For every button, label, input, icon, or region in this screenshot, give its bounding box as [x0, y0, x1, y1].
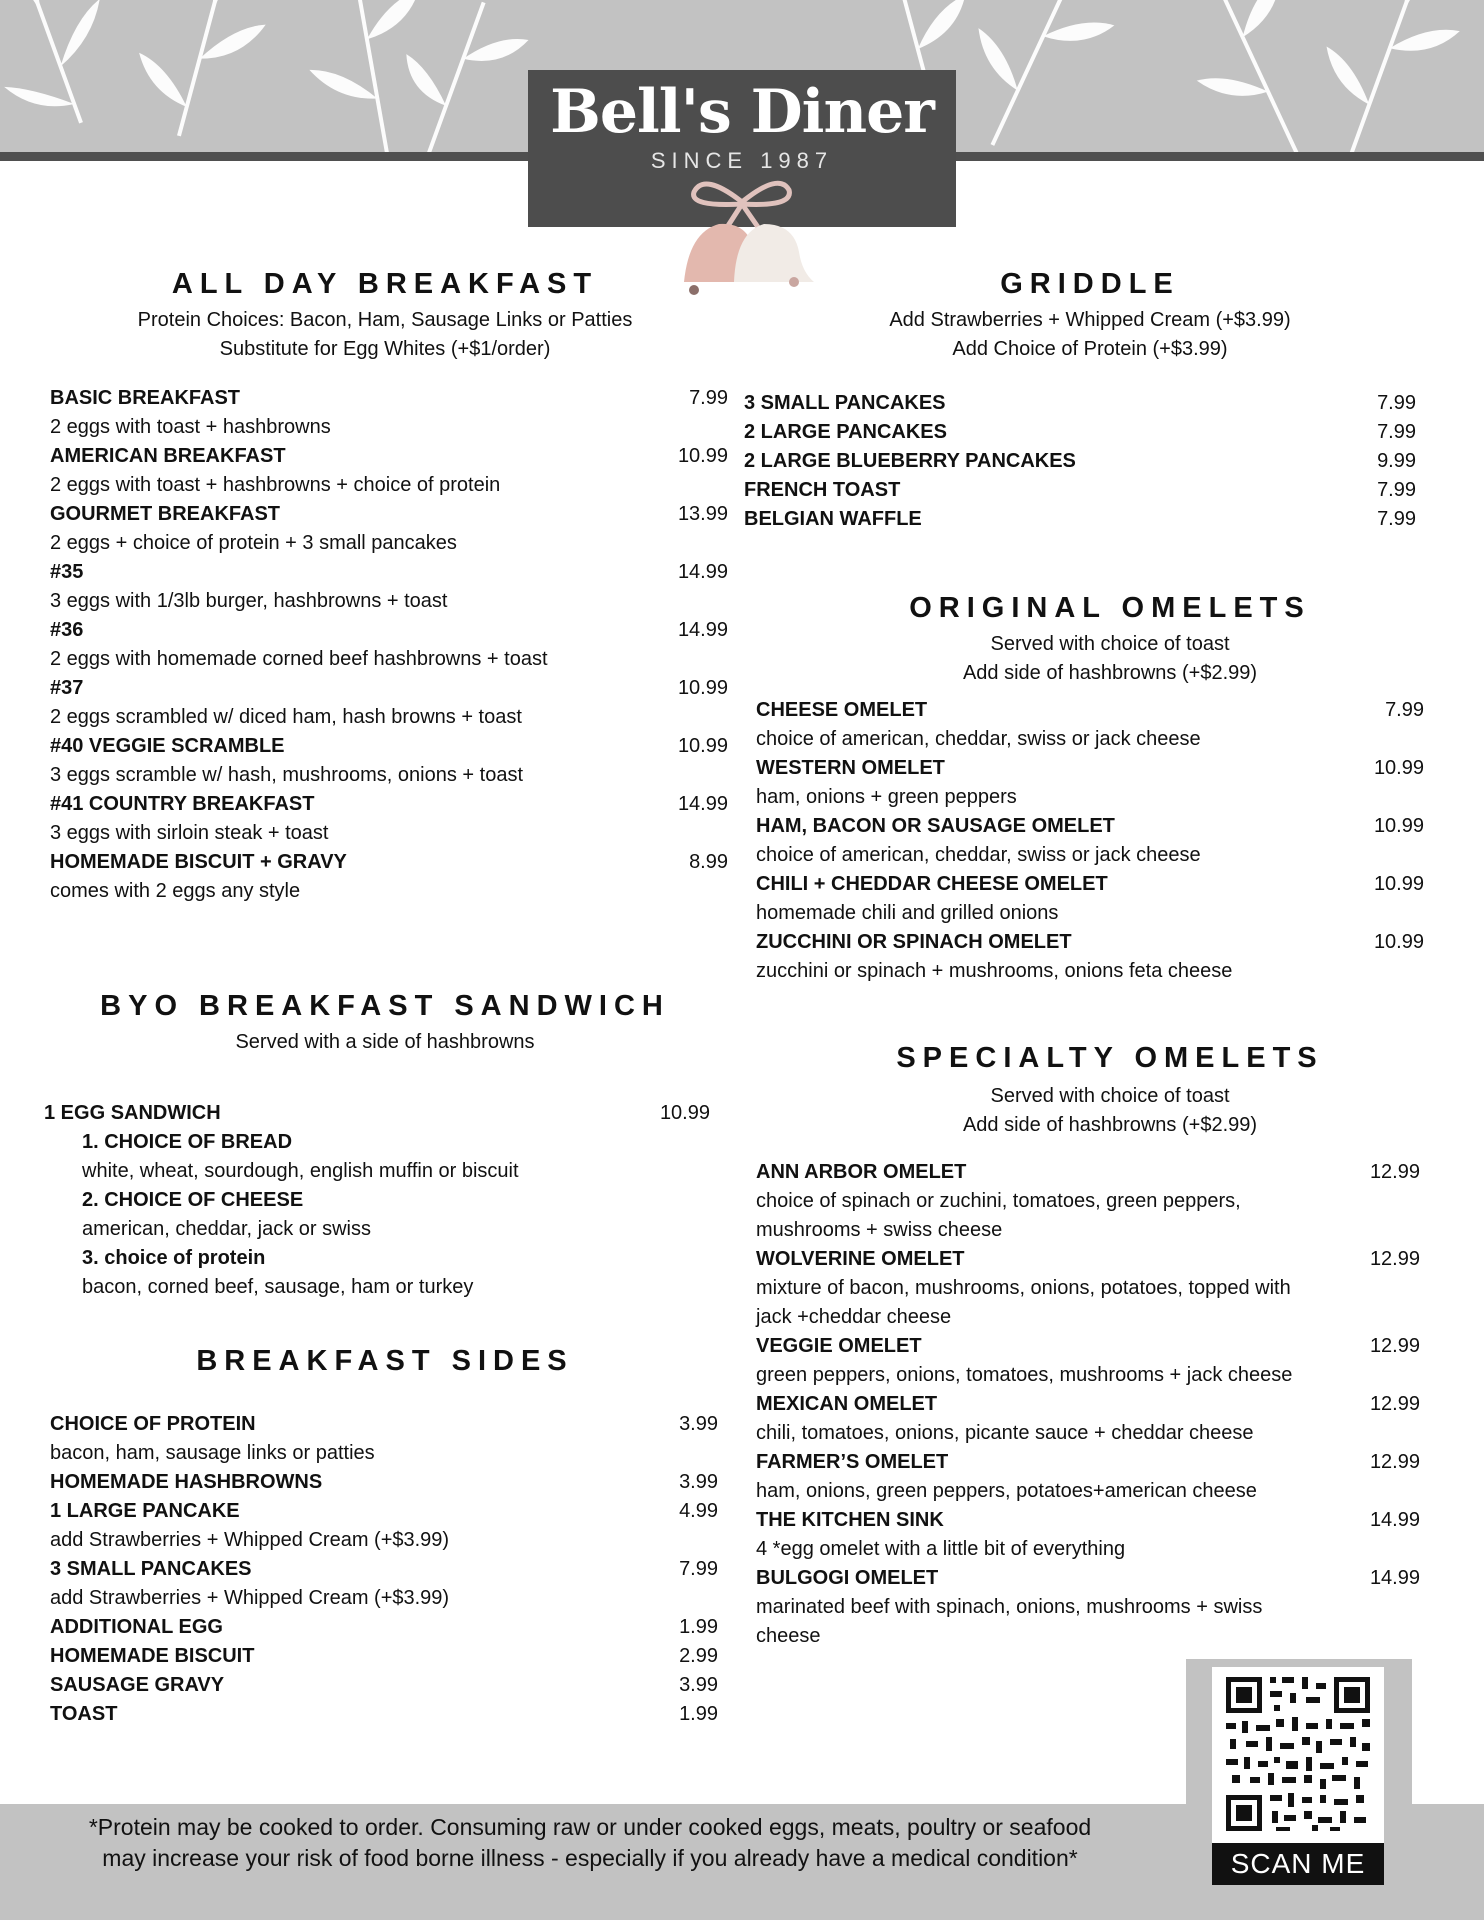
menu-item-name: WOLVERINE OMELET [756, 1248, 965, 1270]
menu-item-price: 14.99 [677, 561, 728, 583]
menu-item-name: CHOICE OF PROTEIN [50, 1413, 256, 1435]
menu-item-desc: add Strawberries + Whipped Cream (+$3.99) [50, 1587, 450, 1609]
menu-item-desc: 3 eggs scramble w/ hash, mushrooms, onions + toast [50, 764, 524, 786]
menu-item-desc: cheese [756, 1625, 821, 1647]
menu-item-price: 10.99 [677, 735, 728, 757]
menu-item-price: 12.99 [1369, 1451, 1420, 1473]
menu-item-desc: mixture of bacon, mushrooms, onions, potatoes, topped with [756, 1277, 1291, 1299]
menu-item-name: GOURMET BREAKFAST [50, 503, 280, 525]
menu-item-name: #37 [50, 677, 84, 699]
menu-item-desc: green peppers, onions, tomatoes, mushrooms + jack cheese [756, 1364, 1293, 1386]
menu-item-name: HOMEMADE HASHBROWNS [50, 1471, 323, 1493]
menu-item-name: TOAST [50, 1703, 118, 1725]
specialty-omelets-note: Served with choice of toast [990, 1085, 1230, 1107]
menu-item-desc: 2 eggs + choice of protein + 3 small pancakes [50, 532, 457, 554]
menu-item-name: 3 SMALL PANCAKES [50, 1558, 252, 1580]
menu-item-price: 10.99 [1373, 757, 1424, 779]
menu-item-price: 12.99 [1369, 1335, 1420, 1357]
menu-item-name: #35 [50, 561, 84, 583]
choice-title: 2. CHOICE OF CHEESE [82, 1189, 304, 1211]
menu-item-desc: choice of american, cheddar, swiss or jack cheese [756, 844, 1201, 866]
menu-item-name: THE KITCHEN SINK [756, 1509, 944, 1531]
menu-item-price: 10.99 [677, 677, 728, 699]
menu-item-price: 4.99 [679, 1500, 718, 1522]
menu-item-desc: choice of spinach or zuchini, tomatoes, green peppers, [756, 1190, 1241, 1212]
menu-item-desc: homemade chili and grilled onions [756, 902, 1059, 924]
menu-item-name: ANN ARBOR OMELET [756, 1161, 967, 1183]
menu-item-price: 1.99 [679, 1703, 718, 1725]
disclaimer-line: may increase your risk of food borne illness - especially if you already have a medical condition* [102, 1845, 1078, 1871]
menu-item-price: 10.99 [659, 1102, 710, 1124]
menu-item-name: CHILI + CHEDDAR CHEESE OMELET [756, 873, 1108, 895]
menu-item-price: 7.99 [689, 387, 728, 409]
menu-item-name: HOMEMADE BISCUIT + GRAVY [50, 851, 347, 873]
menu-item-name: HAM, BACON OR SAUSAGE OMELET [756, 815, 1115, 837]
menu-item-price: 14.99 [1369, 1509, 1420, 1531]
menu-item-price: 14.99 [677, 619, 728, 641]
menu-item-name: CHEESE OMELET [756, 699, 928, 721]
choice-desc: american, cheddar, jack or swiss [82, 1218, 372, 1240]
menu-item-desc: add Strawberries + Whipped Cream (+$3.99) [50, 1529, 450, 1551]
food-safety-disclaimer [60, 1812, 1120, 1874]
choice-desc: bacon, corned beef, sausage, ham or turkey [82, 1276, 474, 1298]
menu-item-price: 12.99 [1369, 1393, 1420, 1415]
menu-item-price: 7.99 [1377, 508, 1416, 530]
menu-item-name: SAUSAGE GRAVY [50, 1674, 225, 1696]
menu-item-name: 1 EGG SANDWICH [44, 1102, 221, 1124]
menu-item-price: 3.99 [679, 1413, 718, 1435]
specialty-omelets-note: Add side of hashbrowns (+$2.99) [962, 1114, 1258, 1136]
menu-item-name: FRENCH TOAST [744, 479, 901, 501]
byo-sandwich-note: Served with a side of hashbrowns [235, 1031, 535, 1053]
menu-item-price: 14.99 [1369, 1567, 1420, 1589]
original-omelets-note: Add side of hashbrowns (+$2.99) [962, 662, 1258, 684]
menu-item-price: 1.99 [679, 1616, 718, 1638]
menu-item-name: WESTERN OMELET [756, 757, 945, 779]
scan-me-label: SCAN ME [1212, 1843, 1384, 1885]
menu-item-price: 7.99 [1377, 421, 1416, 443]
menu-item-desc: 2 eggs with toast + hashbrowns + choice of protein [50, 474, 501, 496]
menu-item-name: HOMEMADE BISCUIT [50, 1645, 255, 1667]
menu-item-desc: 3 eggs with sirloin steak + toast [50, 822, 329, 844]
menu-item-name: BELGIAN WAFFLE [744, 508, 922, 530]
menu-item-price: 12.99 [1369, 1248, 1420, 1270]
menu-item-name: ZUCCHINI OR SPINACH OMELET [756, 931, 1072, 953]
menu-item-price: 12.99 [1369, 1161, 1420, 1183]
choice-title: 3. choice of protein [82, 1247, 266, 1269]
menu-item-desc: 2 eggs with homemade corned beef hashbrowns + toast [50, 648, 548, 670]
menu-item-desc: comes with 2 eggs any style [50, 880, 301, 902]
original-omelets-note: Served with choice of toast [990, 633, 1230, 655]
menu-item-desc: zucchini or spinach + mushrooms, onions feta cheese [756, 960, 1233, 982]
griddle-title: GRIDDLE [1000, 268, 1180, 300]
menu-item-name: BASIC BREAKFAST [50, 387, 241, 409]
menu-item-name: #40 VEGGIE SCRAMBLE [50, 735, 285, 757]
menu-item-price: 7.99 [1377, 392, 1416, 414]
menu-item-name: AMERICAN BREAKFAST [50, 445, 286, 467]
menu-item-name: 2 LARGE BLUEBERRY PANCAKES [744, 450, 1076, 472]
original-omelets-title: ORIGINAL OMELETS [909, 592, 1311, 624]
menu-item-desc: 2 eggs scrambled w/ diced ham, hash browns + toast [50, 706, 522, 728]
menu-item-name: ADDITIONAL EGG [50, 1616, 223, 1638]
menu-item-price: 2.99 [679, 1645, 718, 1667]
menu-item-desc: bacon, ham, sausage links or patties [50, 1442, 375, 1464]
menu-item-desc: 3 eggs with 1/3lb burger, hashbrowns + toast [50, 590, 448, 612]
bells-icon [664, 172, 820, 308]
menu-item-price: 14.99 [677, 793, 728, 815]
menu-item-name: 2 LARGE PANCAKES [744, 421, 947, 443]
menu-item-desc: jack +cheddar cheese [756, 1306, 952, 1328]
specialty-omelets-title: SPECIALTY OMELETS [896, 1042, 1324, 1074]
menu-item-price: 10.99 [1373, 931, 1424, 953]
menu-item-price: 7.99 [1377, 479, 1416, 501]
menu-item-name: VEGGIE OMELET [756, 1335, 922, 1357]
qr-code-icon [1212, 1667, 1384, 1843]
menu-item-desc: marinated beef with spinach, onions, mushrooms + swiss [756, 1596, 1263, 1618]
byo-sandwich-title: BYO BREAKFAST SANDWICH [100, 990, 670, 1022]
all-day-breakfast-title: ALL DAY BREAKFAST [171, 268, 599, 300]
menu-item-desc: 2 eggs with toast + hashbrowns [50, 416, 331, 438]
menu-item-desc: ham, onions, green peppers, potatoes+american cheese [756, 1480, 1257, 1502]
menu-item-price: 10.99 [1373, 873, 1424, 895]
menu-item-name: FARMER’S OMELET [756, 1451, 949, 1473]
menu-item-name: 3 SMALL PANCAKES [744, 392, 946, 414]
menu-item-desc: chili, tomatoes, onions, picante sauce + cheddar cheese [756, 1422, 1254, 1444]
menu-item-desc: ham, onions + green peppers [756, 786, 1017, 808]
disclaimer-line: *Protein may be cooked to order. Consuming raw or under cooked eggs, meats, poultry or seafood [88, 1814, 1092, 1840]
menu-item-price: 13.99 [677, 503, 728, 525]
choice-desc: white, wheat, sourdough, english muffin or biscuit [82, 1160, 519, 1182]
all-day-breakfast-note: Protein Choices: Bacon, Ham, Sausage Links or Patties [137, 309, 633, 331]
griddle-note: Add Choice of Protein (+$3.99) [952, 338, 1228, 360]
menu-item-desc: choice of american, cheddar, swiss or jack cheese [756, 728, 1201, 750]
all-day-breakfast-note: Substitute for Egg Whites (+$1/order) [219, 338, 551, 360]
menu-item-name: MEXICAN OMELET [756, 1393, 938, 1415]
menu-item-price: 7.99 [679, 1558, 718, 1580]
choice-title: 1. CHOICE OF BREAD [82, 1131, 293, 1153]
menu-item-price: 9.99 [1377, 450, 1416, 472]
menu-item-price: 3.99 [679, 1674, 718, 1696]
menu-item-desc: mushrooms + swiss cheese [756, 1219, 1003, 1241]
menu-item-name: #36 [50, 619, 84, 641]
griddle-note: Add Strawberries + Whipped Cream (+$3.99) [889, 309, 1291, 331]
menu-item-price: 8.99 [689, 851, 728, 873]
menu-item-name: 1 LARGE PANCAKE [50, 1500, 240, 1522]
breakfast-sides-title: BREAKFAST SIDES [196, 1345, 574, 1377]
menu-item-name: #41 COUNTRY BREAKFAST [50, 793, 315, 815]
menu-item-price: 7.99 [1385, 699, 1424, 721]
menu-item-desc: 4 *egg omelet with a little bit of everything [756, 1538, 1126, 1560]
menu-item-price: 10.99 [677, 445, 728, 467]
menu-item-price: 3.99 [679, 1471, 718, 1493]
menu-item-price: 10.99 [1373, 815, 1424, 837]
restaurant-name: Bell's Diner [550, 77, 934, 147]
restaurant-since: SINCE 1987 [650, 148, 834, 173]
menu-item-name: BULGOGI OMELET [756, 1567, 939, 1589]
sandwich-choices [82, 1128, 519, 1302]
